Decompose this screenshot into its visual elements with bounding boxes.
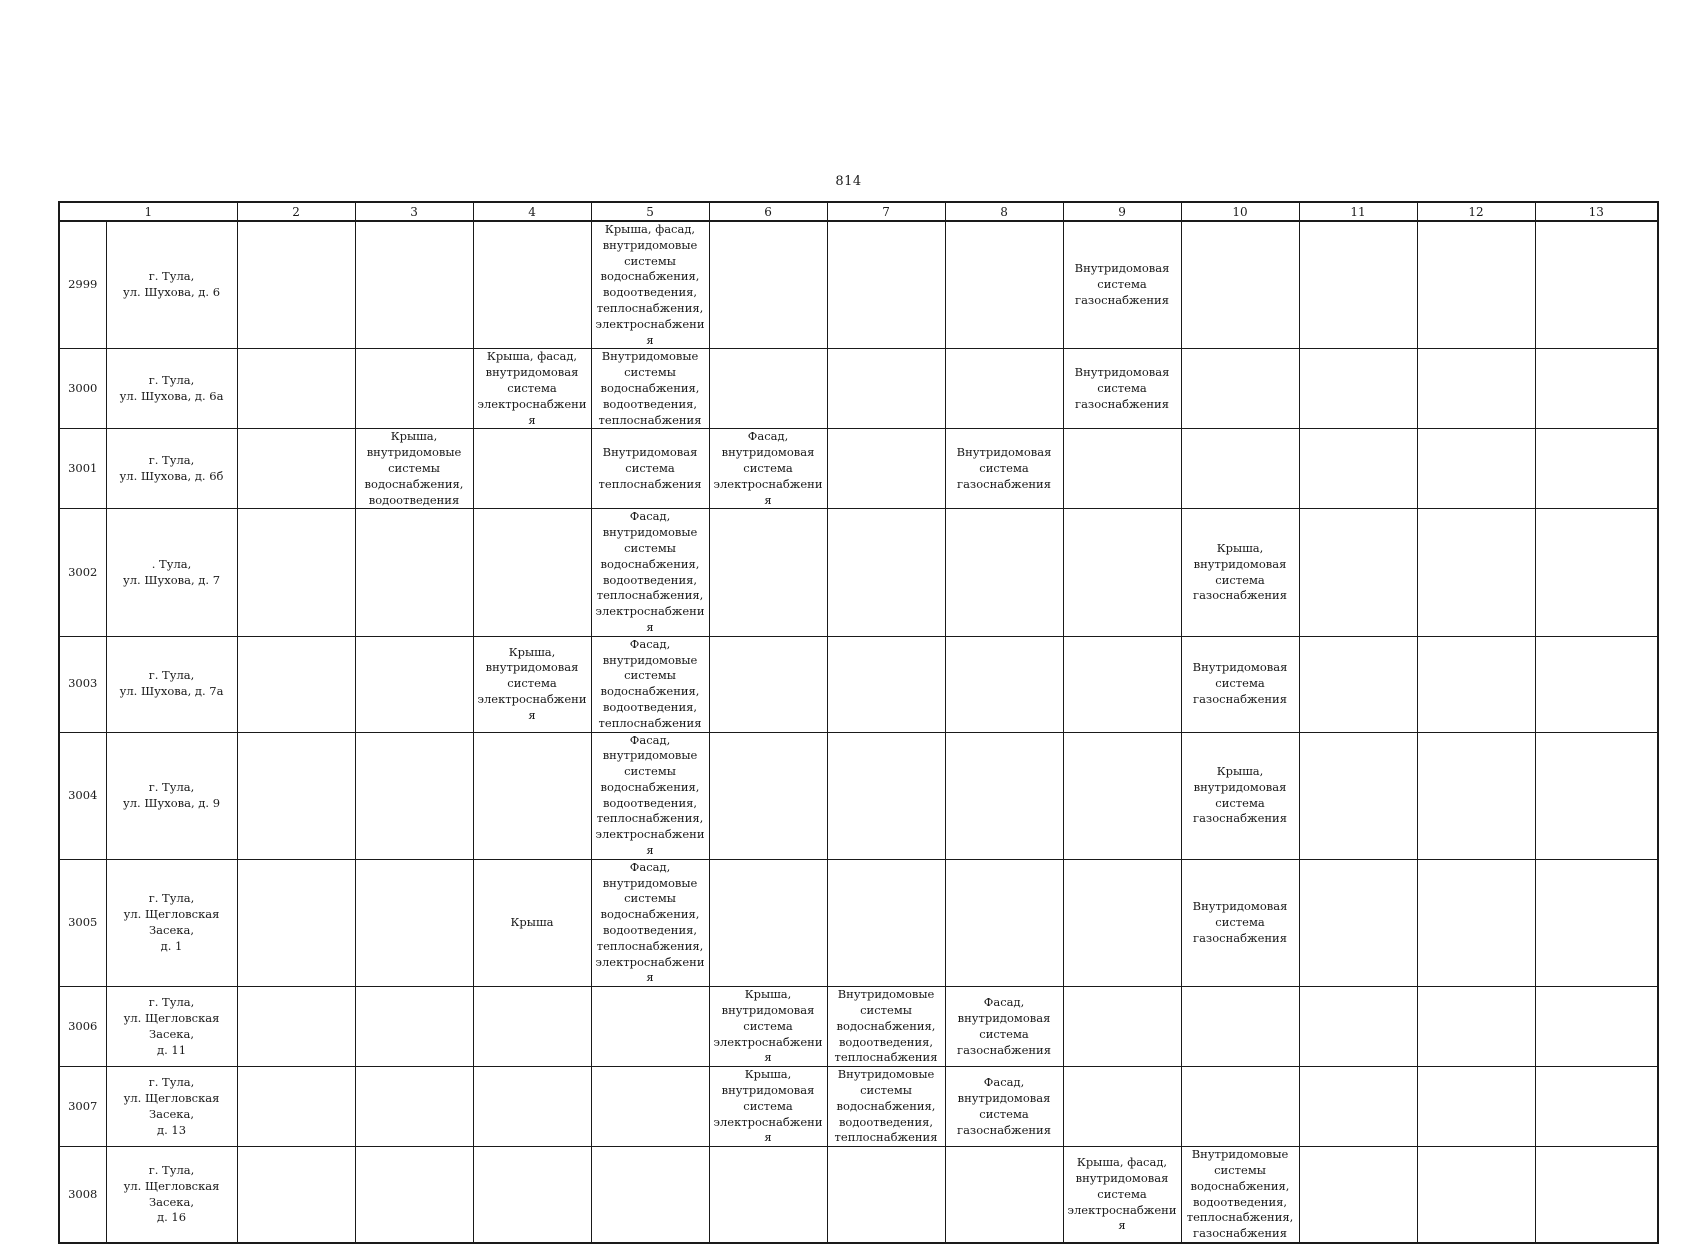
work-cell-col-3: Крыша, внутридомовые системы водоснабжения, водоотведения [355,429,473,509]
work-cell-col-3 [355,221,473,349]
work-cell-col-11 [1299,732,1417,859]
work-cell-col-6 [709,509,827,636]
work-cell-col-8 [945,349,1063,429]
work-cell-col-13 [1535,429,1658,509]
work-cell-col-3 [355,509,473,636]
work-cell-col-7 [827,636,945,732]
work-cell-col-7: Внутридомовые системы водоснабжения, водоотведения, теплоснабжения [827,987,945,1067]
work-cell-col-7 [827,1147,945,1243]
work-cell-col-2 [237,221,355,349]
row-number: 3007 [59,1067,106,1147]
work-cell-col-12 [1417,429,1535,509]
work-cell-col-9 [1063,987,1181,1067]
work-cell-col-13 [1535,987,1658,1067]
column-header-8: 8 [945,202,1063,221]
work-cell-col-13 [1535,1147,1658,1243]
work-cell-col-10 [1181,349,1299,429]
row-number: 3006 [59,987,106,1067]
work-cell-col-9 [1063,429,1181,509]
work-cell-col-5: Фасад, внутридомовые системы водоснабжения, водоотведения, теплоснабжения, электроснабжения [591,859,709,986]
work-cell-col-2 [237,859,355,986]
work-cell-col-6 [709,221,827,349]
row-number: 3008 [59,1147,106,1243]
work-cell-col-13 [1535,636,1658,732]
work-cell-col-11 [1299,429,1417,509]
column-header-4: 4 [473,202,591,221]
column-header-2: 2 [237,202,355,221]
work-cell-col-8 [945,636,1063,732]
work-cell-col-9 [1063,509,1181,636]
work-cell-col-4 [473,987,591,1067]
page-number: 814 [835,174,862,189]
work-cell-col-4 [473,1067,591,1147]
work-cell-col-12 [1417,636,1535,732]
work-cell-col-4 [473,509,591,636]
work-cell-col-10: Крыша, внутридомовая система газоснабжения [1181,732,1299,859]
work-cell-col-7 [827,429,945,509]
work-cell-col-11 [1299,221,1417,349]
work-cell-col-10 [1181,429,1299,509]
work-cell-col-11 [1299,1147,1417,1243]
work-cell-col-8: Фасад, внутридомовая система газоснабжения [945,987,1063,1067]
work-cell-col-9: Внутридомовая система газоснабжения [1063,349,1181,429]
work-cell-col-5 [591,987,709,1067]
work-cell-col-13 [1535,349,1658,429]
work-cell-col-7 [827,221,945,349]
address-cell: г. Тула, ул. Щегловская Засека, д. 11 [106,987,237,1067]
row-number: 3005 [59,859,106,986]
work-cell-col-10 [1181,221,1299,349]
work-cell-col-7 [827,732,945,859]
work-cell-col-11 [1299,987,1417,1067]
table-row [59,221,1658,349]
table-row [59,636,1658,732]
work-cell-col-12 [1417,509,1535,636]
work-cell-col-5: Фасад, внутридомовые системы водоснабжения, водоотведения, теплоснабжения, электроснабжения [591,732,709,859]
address-cell: г. Тула, ул. Шухова, д. 9 [106,732,237,859]
work-cell-col-4 [473,1147,591,1243]
column-header-13: 13 [1535,202,1658,221]
work-cell-col-8 [945,221,1063,349]
work-cell-col-6 [709,636,827,732]
address-cell: г. Тула, ул. Щегловская Засека, д. 1 [106,859,237,986]
address-cell: г. Тула, ул. Шухова, д. 6 [106,221,237,349]
work-cell-col-13 [1535,732,1658,859]
table-row [59,349,1658,429]
work-cell-col-4: Крыша [473,859,591,986]
table-row [59,987,1658,1067]
work-cell-col-11 [1299,1067,1417,1147]
work-cell-col-3 [355,349,473,429]
address-cell: г. Тула, ул. Щегловская Засека, д. 16 [106,1147,237,1243]
work-cell-col-13 [1535,1067,1658,1147]
work-cell-col-11 [1299,509,1417,636]
column-header-6: 6 [709,202,827,221]
work-cell-col-3 [355,732,473,859]
work-cell-col-3 [355,859,473,986]
work-cell-col-7 [827,859,945,986]
work-cell-col-6: Фасад, внутридомовая система электроснабжения [709,429,827,509]
work-cell-col-5: Внутридомовая система теплоснабжения [591,429,709,509]
row-number: 3001 [59,429,106,509]
work-cell-col-9: Внутридомовая система газоснабжения [1063,221,1181,349]
work-cell-col-5 [591,1147,709,1243]
table-row [59,1147,1658,1243]
address-cell: г. Тула, ул. Шухова, д. 7а [106,636,237,732]
work-cell-col-3 [355,987,473,1067]
work-cell-col-3 [355,1067,473,1147]
address-cell: г. Тула, ул. Шухова, д. 6а [106,349,237,429]
work-cell-col-4 [473,732,591,859]
row-number: 3000 [59,349,106,429]
work-cell-col-4 [473,429,591,509]
table-row [59,859,1658,986]
column-header-11: 11 [1299,202,1417,221]
work-cell-col-12 [1417,221,1535,349]
work-cell-col-13 [1535,221,1658,349]
work-cell-col-12 [1417,732,1535,859]
work-cell-col-2 [237,1067,355,1147]
address-cell: . Тула, ул. Шухова, д. 7 [106,509,237,636]
work-cell-col-7 [827,349,945,429]
work-cell-col-10: Крыша, внутридомовая система газоснабжения [1181,509,1299,636]
work-cell-col-5 [591,1067,709,1147]
work-cell-col-7 [827,509,945,636]
work-cell-col-10: Внутридомовые системы водоснабжения, водоотведения, теплоснабжения, газоснабжения [1181,1147,1299,1243]
work-cell-col-2 [237,509,355,636]
work-cell-col-13 [1535,509,1658,636]
work-cell-col-9 [1063,636,1181,732]
work-cell-col-5: Фасад, внутридомовые системы водоснабжения, водоотведения, теплоснабжения, электроснабжения [591,509,709,636]
work-cell-col-9: Крыша, фасад, внутридомовая система электроснабжения [1063,1147,1181,1243]
row-number: 3004 [59,732,106,859]
column-header-10: 10 [1181,202,1299,221]
work-cell-col-2 [237,987,355,1067]
work-cell-col-9 [1063,859,1181,986]
work-cell-col-10: Внутридомовая система газоснабжения [1181,859,1299,986]
work-cell-col-6 [709,349,827,429]
column-header-12: 12 [1417,202,1535,221]
work-cell-col-8 [945,1147,1063,1243]
table-row [59,732,1658,859]
work-cell-col-11 [1299,636,1417,732]
work-cell-col-10 [1181,1067,1299,1147]
column-header-9: 9 [1063,202,1181,221]
column-header-5: 5 [591,202,709,221]
column-header-1: 1 [59,202,237,221]
work-cell-col-5: Фасад, внутридомовые системы водоснабжения, водоотведения, теплоснабжения [591,636,709,732]
table-row [59,1067,1658,1147]
work-cell-col-4 [473,221,591,349]
work-cell-col-9 [1063,732,1181,859]
work-cell-col-2 [237,732,355,859]
work-cell-col-10 [1181,987,1299,1067]
table-row [59,509,1658,636]
repair-schedule-table [58,201,1659,1244]
work-cell-col-6: Крыша, внутридомовая система электроснабжения [709,1067,827,1147]
column-number-row [59,202,1658,221]
column-header-7: 7 [827,202,945,221]
work-cell-col-4: Крыша, внутридомовая система электроснабжения [473,636,591,732]
work-cell-col-8 [945,859,1063,986]
work-cell-col-12 [1417,987,1535,1067]
work-cell-col-2 [237,349,355,429]
work-cell-col-12 [1417,859,1535,986]
column-header-3: 3 [355,202,473,221]
row-number: 3003 [59,636,106,732]
work-cell-col-6: Крыша, внутридомовая система электроснабжения [709,987,827,1067]
work-cell-col-6 [709,859,827,986]
work-cell-col-2 [237,1147,355,1243]
work-cell-col-6 [709,1147,827,1243]
row-number: 3002 [59,509,106,636]
table-row [59,429,1658,509]
work-cell-col-9 [1063,1067,1181,1147]
work-cell-col-11 [1299,349,1417,429]
work-cell-col-12 [1417,1147,1535,1243]
work-cell-col-8: Внутридомовая система газоснабжения [945,429,1063,509]
address-cell: г. Тула, ул. Щегловская Засека, д. 13 [106,1067,237,1147]
work-cell-col-10: Внутридомовая система газоснабжения [1181,636,1299,732]
work-cell-col-3 [355,636,473,732]
work-cell-col-12 [1417,1067,1535,1147]
table-body [59,202,1658,1243]
work-cell-col-4: Крыша, фасад, внутридомовая система электроснабжения [473,349,591,429]
work-cell-col-7: Внутридомовые системы водоснабжения, водоотведения, теплоснабжения [827,1067,945,1147]
work-cell-col-13 [1535,859,1658,986]
work-cell-col-5: Крыша, фасад, внутридомовые системы водоснабжения, водоотведения, теплоснабжения, электроснабжения [591,221,709,349]
work-cell-col-8: Фасад, внутридомовая система газоснабжения [945,1067,1063,1147]
work-cell-col-2 [237,429,355,509]
work-cell-col-5: Внутридомовые системы водоснабжения, водоотведения, теплоснабжения [591,349,709,429]
work-cell-col-2 [237,636,355,732]
row-number: 2999 [59,221,106,349]
address-cell: г. Тула, ул. Шухова, д. 6б [106,429,237,509]
work-cell-col-6 [709,732,827,859]
work-cell-col-11 [1299,859,1417,986]
work-cell-col-8 [945,732,1063,859]
work-cell-col-12 [1417,349,1535,429]
work-cell-col-3 [355,1147,473,1243]
work-cell-col-8 [945,509,1063,636]
